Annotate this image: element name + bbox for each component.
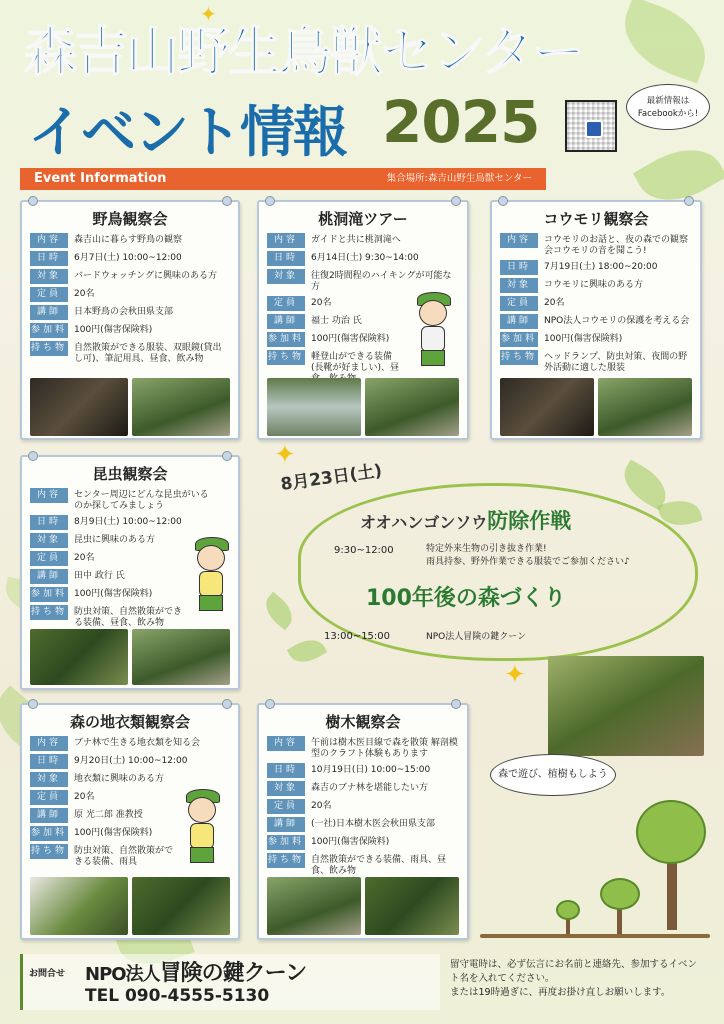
pin-icon [28, 451, 38, 461]
speech-bubble: 森で遊び、植樹もしよう [490, 754, 616, 796]
photo-bat [500, 378, 594, 436]
row-label: 対象 [500, 278, 538, 293]
pin-icon [498, 196, 508, 206]
event-card-bird [20, 200, 240, 440]
row-value: センター周辺にどんな昆虫がいるのか探してみましょう [74, 490, 209, 511]
row-label: 対象 [30, 533, 68, 548]
photo-dragonfly [30, 629, 128, 685]
organization-name [85, 956, 306, 987]
event-information-banner [20, 168, 546, 190]
pin-icon [222, 196, 232, 206]
event-card-bat [490, 200, 702, 440]
event-time-1: 9:30~12:00 [334, 545, 394, 556]
contact-label: お問合せ [29, 969, 66, 979]
card-title: 野鳥観察会 [92, 210, 168, 228]
row-label: 対象 [30, 772, 68, 787]
row-label: 参加料 [30, 323, 68, 338]
event-card-lichen [20, 703, 240, 940]
photo-stream [365, 378, 459, 436]
event-desc-1: 特定外来生物の引き抜き作業! 雨具持参、野外作業できる服装でご参加ください♪ [426, 544, 630, 567]
card-photos [30, 629, 230, 685]
row-value: 20名 [311, 801, 332, 811]
row-value: 7月19日(土) 18:00~20:00 [544, 262, 658, 272]
card-title: 樹木観察会 [325, 713, 401, 731]
banner-label: Event Information [34, 171, 167, 186]
row-label: 講師 [267, 314, 305, 329]
row-value: 森吉のブナ林を堪能したい方 [311, 783, 429, 793]
row-label: 日時 [500, 260, 538, 275]
row-value: 20名 [544, 298, 565, 308]
card-photos [267, 378, 459, 436]
row-value: コウモリのお話と、夜の森での観察会コウモリの音を聞こう! [544, 235, 689, 256]
row-label: 持ち物 [500, 350, 538, 365]
row-value: 100円(傷害保険料) [311, 334, 390, 344]
row-label: 内容 [30, 488, 68, 503]
photo-lichen-study [30, 877, 128, 935]
row-value: 100円(傷害保険料) [544, 334, 623, 344]
sparkle-icon: ✦ [504, 660, 526, 690]
row-value: 森吉山に暮らす野鳥の観察 [74, 235, 183, 245]
row-label: 持ち物 [30, 341, 68, 356]
row-value: 20名 [311, 298, 332, 308]
row-value: 100円(傷害保険料) [311, 837, 390, 847]
row-label: 講師 [30, 808, 68, 823]
card-photos [267, 877, 459, 935]
org-main: 冒険の鍵クーン [159, 961, 307, 986]
voicemail-note: 留守電時は、必ず伝言にお名前と連絡先、参加するイベント名を入れてください。 または19時過ぎに、再度お掛け直しお願いします。 [450, 959, 698, 998]
row-value: 午前は樹木医目線で森を散策 解剖模型のクラフト体験もあります [311, 738, 458, 759]
card-title: 森の地衣類観察会 [69, 713, 190, 731]
page-title-line2: イベント情報 [28, 100, 347, 164]
pin-icon [222, 451, 232, 461]
row-label: 日時 [30, 251, 68, 266]
row-value: 100円(傷害保険料) [74, 828, 153, 838]
row-label: 講師 [30, 569, 68, 584]
row-value: ブナ林で生きる地衣類を知る会 [74, 738, 201, 748]
row-label: 定員 [267, 296, 305, 311]
row-value: 原 光二郎 准教授 [74, 810, 143, 820]
row-label: 定員 [30, 551, 68, 566]
photo-tree-planting [548, 656, 704, 756]
event-time-2: 13:00~15:00 [324, 631, 391, 642]
row-label: 内容 [30, 736, 68, 751]
photo-night-walk [598, 378, 692, 436]
row-label: 参加料 [267, 332, 305, 347]
pin-icon [28, 699, 38, 709]
sparkle-icon: ✦ [200, 2, 217, 26]
row-value: 9月20日(土) 10:00~12:00 [74, 756, 188, 766]
row-value: (一社)日本樹木医会秋田県支部 [311, 819, 436, 829]
card-title: コウモリ観察会 [543, 210, 649, 228]
photo-insect-walk [132, 629, 230, 685]
card-title: 桃洞滝ツアー [318, 210, 408, 228]
special-event-panel [280, 455, 700, 675]
row-label: 持ち物 [267, 350, 305, 365]
row-value: 福士 功治 氏 [311, 316, 362, 326]
photo-lichen [132, 877, 230, 935]
row-label: 参加料 [30, 587, 68, 602]
card-photos [30, 877, 230, 935]
row-value: 6月7日(土) 10:00~12:00 [74, 253, 182, 263]
photo-tree-canopy [365, 877, 459, 935]
row-label: 参加料 [267, 835, 305, 850]
row-value: 自然散策ができる装備、雨具、昼食、飲み物 [311, 855, 447, 876]
facebook-bubble: 最新情報は Facebookから! [626, 84, 710, 130]
pin-icon [222, 699, 232, 709]
row-label: 参加料 [30, 826, 68, 841]
row-value: 6月14日(土) 9:30~14:00 [311, 253, 419, 263]
row-value: 昆虫に興味のある方 [74, 535, 156, 545]
pin-icon [451, 196, 461, 206]
tree-illustration [636, 800, 706, 864]
photo-bird [30, 378, 128, 436]
page-title-line1: 森吉山野生鳥獣センター [24, 22, 583, 83]
row-label: 内容 [500, 233, 538, 248]
row-label: 日時 [30, 754, 68, 769]
row-label: 講師 [500, 314, 538, 329]
row-value: 100円(傷害保険料) [74, 325, 153, 335]
card-photos [500, 378, 692, 436]
hiker-illustration [409, 292, 459, 372]
footer [20, 954, 704, 1010]
row-label: 定員 [500, 296, 538, 311]
row-value: 20名 [74, 289, 95, 299]
row-label: 内容 [30, 233, 68, 248]
pin-icon [684, 196, 694, 206]
row-label: 日時 [267, 763, 305, 778]
pin-icon [451, 699, 461, 709]
row-label: 持ち物 [30, 605, 68, 620]
tree-illustration [600, 878, 640, 910]
row-label: 対象 [267, 269, 305, 284]
row-label: 日時 [30, 515, 68, 530]
row-value: 100円(傷害保険料) [74, 589, 153, 599]
heading-main: 防除作戦 [487, 509, 572, 533]
row-value: 軽登山ができる装備(長靴が好ましい)、昼 [311, 352, 400, 373]
row-label: 持ち物 [267, 853, 305, 868]
sparkle-icon: ✦ [274, 440, 296, 470]
venue-text: 集合場所:森吉山野生鳥獣センター [386, 173, 532, 184]
row-label: 内容 [267, 233, 305, 248]
row-label: 講師 [30, 305, 68, 320]
row-value: 田中 政行 氏 [74, 571, 125, 581]
contact-box [20, 954, 440, 1010]
row-label: 参加料 [500, 332, 538, 347]
row-label: 対象 [30, 269, 68, 284]
row-label: 定員 [267, 799, 305, 814]
row-value: 防虫対策、自然散策ができる装備、雨具 [74, 846, 174, 867]
phone-number[interactable]: TEL 090-4555-5130 [85, 986, 270, 1006]
row-value: ガイドと共に桃洞滝へ [311, 235, 401, 245]
event-desc-2: NPO法人冒険の鍵クーン [426, 632, 527, 642]
pin-icon [28, 196, 38, 206]
row-label: 定員 [30, 287, 68, 302]
row-value: 往復2時間程のハイキングが可能な方 [311, 271, 452, 292]
page-title-year: 2025 [382, 88, 540, 156]
row-label: 対象 [267, 781, 305, 796]
special-event-heading [360, 505, 571, 535]
row-value: 20名 [74, 792, 95, 802]
row-label: 講師 [267, 817, 305, 832]
row-value: 日本野鳥の会秋田県支部 [74, 307, 174, 317]
heading-prefix: オオハンゴンソウ [360, 513, 488, 532]
card-title: 昆虫観察会 [92, 465, 168, 483]
row-label: 持ち物 [30, 844, 68, 859]
bug-catcher-illustration [187, 537, 237, 617]
row-value: 防虫対策、自然散策ができる装備、昼食、飲み物 [74, 607, 183, 628]
qr-code-icon[interactable] [565, 100, 617, 152]
photo-birdwatching [132, 378, 230, 436]
row-value: NPO法人コウモリの保護を考える会 [544, 316, 690, 326]
row-value: 10月19日(日) 10:00~15:00 [311, 765, 431, 775]
card-photos [30, 378, 230, 436]
row-label: 日時 [267, 251, 305, 266]
photo-waterfall [267, 378, 361, 436]
row-value: 8月9日(土) 10:00~12:00 [74, 517, 182, 527]
event-card-waterfall [257, 200, 469, 440]
event-card-tree [257, 703, 469, 940]
row-value: ヘッドランプ、防虫対策、夜間の野外活動に適した服装 [544, 352, 688, 373]
special-event-date: 8月23日(土) [279, 460, 384, 495]
ground-line [480, 934, 710, 938]
org-prefix: NPO法人 [85, 964, 160, 985]
lichen-kid-illustration [178, 789, 228, 869]
row-label: 定員 [30, 790, 68, 805]
row-value: 20名 [74, 553, 95, 563]
pin-icon [265, 699, 275, 709]
tree-illustration [556, 900, 580, 920]
row-label: 内容 [267, 736, 305, 751]
row-value: 自然散策ができる服装、双眼鏡(貸出し可)、筆記用具、昼食、飲み物 [74, 343, 222, 364]
pin-icon [265, 196, 275, 206]
row-value: コウモリに興味のある方 [544, 280, 644, 290]
row-value: 地衣類に興味のある方 [74, 774, 165, 784]
special-event-heading-2: 100年後の森づくり [366, 586, 566, 611]
row-value: バードウォッチングに興味のある方 [74, 271, 218, 281]
photo-tree-group [267, 877, 361, 935]
event-card-insect [20, 455, 240, 690]
